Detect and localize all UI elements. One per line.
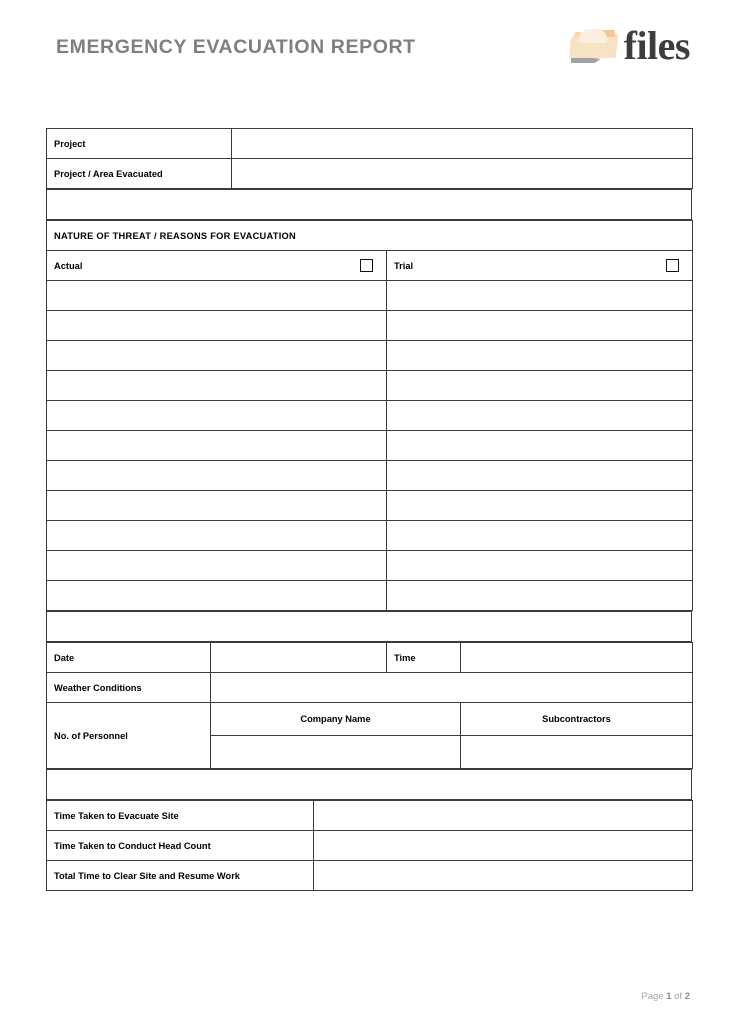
- nature-of-threat-table: [46, 220, 693, 611]
- project-table: [46, 128, 693, 189]
- area-evacuated-label: Project / Area Evacuated: [47, 159, 232, 189]
- total-time-input[interactable]: [314, 861, 693, 891]
- table-row: [47, 861, 693, 891]
- table-row: [47, 491, 693, 521]
- threat-entry-left[interactable]: [47, 311, 387, 341]
- threat-entry-right[interactable]: [387, 461, 693, 491]
- time-evacuate-input[interactable]: [314, 801, 693, 831]
- table-row: [47, 159, 693, 189]
- paper-files-icon: [567, 26, 623, 66]
- threat-entry-left[interactable]: [47, 341, 387, 371]
- threat-entry-left[interactable]: [47, 551, 387, 581]
- company-name-header: Company Name: [211, 703, 461, 736]
- threat-entry-right[interactable]: [387, 371, 693, 401]
- nature-of-threat-header: NATURE OF THREAT / REASONS FOR EVACUATION: [47, 221, 693, 251]
- table-row: [47, 311, 693, 341]
- timing-table: [46, 800, 693, 891]
- table-row: [47, 401, 693, 431]
- time-input[interactable]: [461, 643, 693, 673]
- spacer-table-3: [46, 769, 692, 800]
- threat-entry-right[interactable]: [387, 581, 693, 611]
- threat-entry-right[interactable]: [387, 491, 693, 521]
- threat-entry-right[interactable]: [387, 431, 693, 461]
- threat-entry-left[interactable]: [47, 281, 387, 311]
- threat-entry-left[interactable]: [47, 371, 387, 401]
- trial-checkbox[interactable]: [666, 259, 679, 272]
- table-row: [47, 129, 693, 159]
- threat-entry-left[interactable]: [47, 581, 387, 611]
- threat-entry-right[interactable]: [387, 311, 693, 341]
- table-row: [47, 643, 693, 673]
- table-row: [47, 673, 693, 703]
- trial-cell: [387, 251, 693, 281]
- time-label: Time: [387, 643, 461, 673]
- page-title: EMERGENCY EVACUATION REPORT: [56, 36, 416, 58]
- threat-entry-left[interactable]: [47, 461, 387, 491]
- actual-checkbox[interactable]: [360, 259, 373, 272]
- trial-label: Trial: [394, 260, 414, 271]
- time-headcount-input[interactable]: [314, 831, 693, 861]
- threat-entry-right[interactable]: [387, 401, 693, 431]
- brand-logo: [567, 24, 690, 68]
- threat-entry-right[interactable]: [387, 341, 693, 371]
- time-headcount-label: Time Taken to Conduct Head Count: [47, 831, 314, 861]
- page-total-number: 2: [684, 991, 690, 1002]
- subcontractors-header: Subcontractors: [461, 703, 693, 736]
- company-name-input[interactable]: [211, 736, 461, 769]
- actual-cell: [47, 251, 387, 281]
- threat-entry-left[interactable]: [47, 521, 387, 551]
- table-row: [47, 341, 693, 371]
- row-gap: [47, 612, 692, 642]
- page-prefix-label: Page: [641, 991, 667, 1002]
- table-row: [47, 371, 693, 401]
- subcontractors-input[interactable]: [461, 736, 693, 769]
- page-middle-label: of: [671, 991, 685, 1002]
- threat-entry-right[interactable]: [387, 551, 693, 581]
- table-row: [47, 221, 693, 251]
- spacer-table: [46, 189, 692, 220]
- threat-entry-left[interactable]: [47, 491, 387, 521]
- threat-entry-right[interactable]: [387, 521, 693, 551]
- weather-input[interactable]: [211, 673, 693, 703]
- evacuation-form: [46, 128, 692, 891]
- table-row: [47, 281, 693, 311]
- table-row: [47, 581, 693, 611]
- project-input[interactable]: [232, 129, 693, 159]
- actual-label: Actual: [54, 260, 83, 271]
- table-row: [47, 461, 693, 491]
- area-evacuated-input[interactable]: [232, 159, 693, 189]
- page-current-number: 1: [666, 991, 672, 1002]
- threat-entry-left[interactable]: [47, 431, 387, 461]
- brand-wordmark: files: [623, 23, 690, 68]
- table-row: [47, 551, 693, 581]
- threat-entry-right[interactable]: [387, 281, 693, 311]
- table-row: [47, 251, 693, 281]
- page-header: [0, 0, 738, 110]
- table-row: [47, 801, 693, 831]
- personnel-label: No. of Personnel: [47, 703, 211, 769]
- table-row: [47, 703, 693, 736]
- time-evacuate-label: Time Taken to Evacuate Site: [47, 801, 314, 831]
- date-input[interactable]: [211, 643, 387, 673]
- total-time-label: Total Time to Clear Site and Resume Work: [47, 861, 314, 891]
- details-table: [46, 642, 693, 769]
- table-row: [47, 521, 693, 551]
- spacer-table-2: [46, 611, 692, 642]
- page-number-footer: [641, 991, 690, 1002]
- threat-entry-left[interactable]: [47, 401, 387, 431]
- table-row: [47, 431, 693, 461]
- project-label: Project: [47, 129, 232, 159]
- row-gap: [47, 770, 692, 800]
- table-row: [47, 831, 693, 861]
- row-gap: [47, 190, 692, 220]
- date-label: Date: [47, 643, 211, 673]
- weather-label: Weather Conditions: [47, 673, 211, 703]
